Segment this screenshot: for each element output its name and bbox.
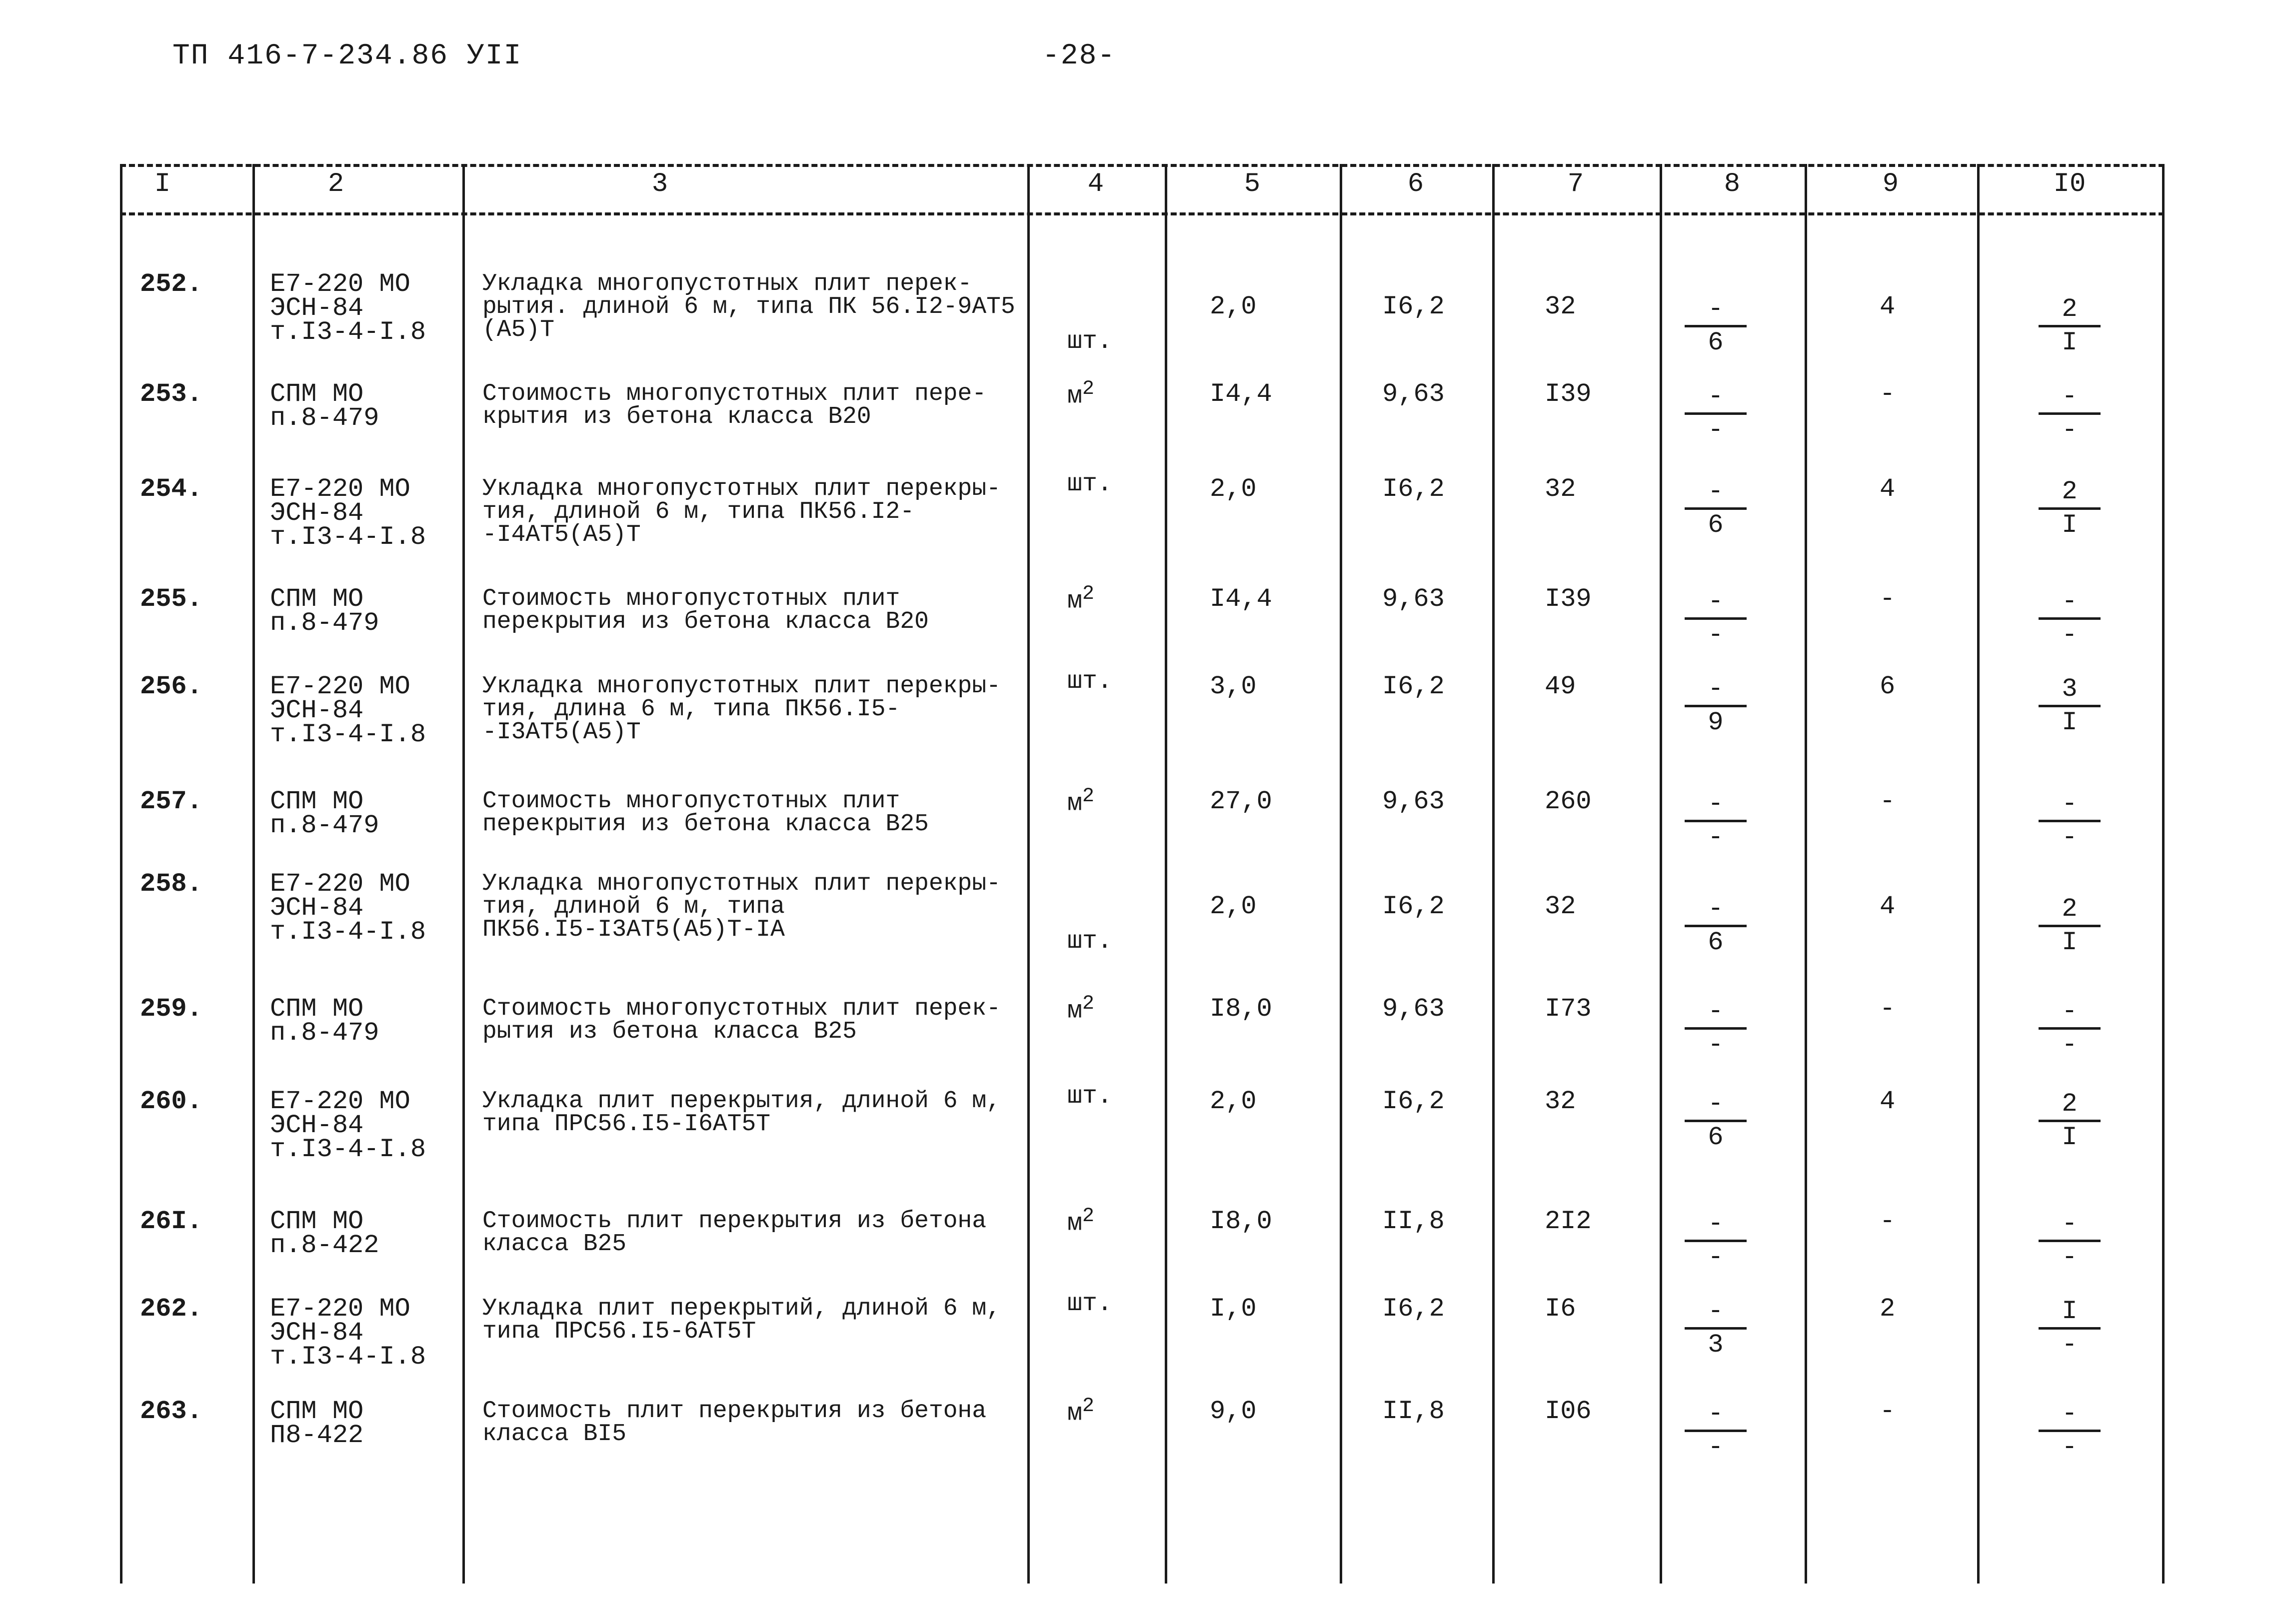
unit-of-measure: шт. xyxy=(1067,1290,1113,1318)
unit-of-measure: шт. xyxy=(1067,667,1113,696)
total-cost: I6 xyxy=(1545,1294,1576,1324)
total-cost: 32 xyxy=(1545,1087,1576,1116)
work-description: Стоимость многопустотных плит перекрытия из бетона класса В25 xyxy=(482,788,929,838)
fraction-col8: - 6 xyxy=(1681,477,1751,540)
quantity: I8,0 xyxy=(1210,994,1272,1024)
fraction-col10: - - xyxy=(2035,1400,2105,1462)
fraction-col8: - 6 xyxy=(1681,895,1751,957)
fraction-col8: - - xyxy=(1681,382,1751,445)
norm-reference: СПМ МО п.8-479 xyxy=(270,787,379,840)
row-number: 260. xyxy=(140,1087,202,1116)
value-col9: 4 xyxy=(1880,1087,1896,1116)
total-cost: I39 xyxy=(1545,584,1592,614)
col-divider xyxy=(252,164,255,1584)
document-code: ТП 416-7-234.86 УII xyxy=(172,40,522,72)
fraction-col8: - - xyxy=(1681,790,1751,852)
fraction-col8: - 6 xyxy=(1681,295,1751,357)
quantity: I4,4 xyxy=(1210,584,1272,614)
quantity: 2,0 xyxy=(1210,1087,1257,1116)
unit-cost: 9,63 xyxy=(1382,584,1445,614)
total-cost: I39 xyxy=(1545,379,1592,409)
row-number: 256. xyxy=(140,672,202,701)
col-divider xyxy=(1977,164,1980,1584)
work-description: Укладка многопустотных плит перекры- тия, длиной 6 м, типа ПК56.I5-I3АТ5(А5)Т-IА xyxy=(482,870,1001,943)
row-number: 26I. xyxy=(140,1207,202,1236)
col-divider xyxy=(1165,164,1167,1584)
total-cost: I73 xyxy=(1545,994,1592,1024)
unit-cost: II,8 xyxy=(1382,1207,1445,1236)
work-description: Стоимость плит перекрытия из бетона класса В25 xyxy=(482,1208,987,1258)
column-header: I0 xyxy=(2053,169,2086,199)
column-header: 8 xyxy=(1724,169,1741,199)
column-header: 3 xyxy=(651,169,668,199)
fraction-col10: 2 I xyxy=(2035,295,2105,357)
column-header: 2 xyxy=(327,169,344,199)
column-header: 7 xyxy=(1567,169,1584,199)
norm-reference: СПМ МО П8-422 xyxy=(270,1397,364,1450)
norm-reference: Е7-220 МО ЭСН-84 т.I3-4-I.8 xyxy=(270,269,426,347)
row-number: 258. xyxy=(140,869,202,899)
fraction-col10: - - xyxy=(2035,382,2105,445)
col-divider xyxy=(462,164,465,1584)
quantity: I8,0 xyxy=(1210,1207,1272,1236)
fraction-col8: - - xyxy=(1681,997,1751,1060)
fraction-col10: 2 I xyxy=(2035,1090,2105,1152)
unit-cost: I6,2 xyxy=(1382,1087,1445,1116)
value-col9: 4 xyxy=(1880,892,1896,921)
work-description: Стоимость многопустотных плит перек- рытия из бетона класса В25 xyxy=(482,995,1001,1045)
value-col9: 6 xyxy=(1880,672,1896,701)
fraction-col8: - - xyxy=(1681,1400,1751,1462)
row-number: 262. xyxy=(140,1294,202,1324)
unit-of-measure: $м^2$ xyxy=(1067,583,1095,616)
quantity: 2,0 xyxy=(1210,292,1257,321)
quantity: 3,0 xyxy=(1210,672,1257,701)
col-divider xyxy=(1492,164,1495,1584)
total-cost: I06 xyxy=(1545,1397,1592,1426)
row-number: 263. xyxy=(140,1397,202,1426)
norm-reference: Е7-220 МО ЭСН-84 т.I3-4-I.8 xyxy=(270,869,426,947)
value-col9: 4 xyxy=(1880,292,1896,321)
column-header: 6 xyxy=(1407,169,1424,199)
unit-of-measure: $м^2$ xyxy=(1067,1205,1095,1238)
unit-of-measure: $м^2$ xyxy=(1067,993,1095,1026)
table-top-rule xyxy=(120,164,2165,167)
unit-cost: I6,2 xyxy=(1382,474,1445,504)
work-description: Укладка многопустотных плит перекры- тия, длиной 6 м, типа ПК56.I2- -I4АТ5(А5)Т xyxy=(482,475,1001,548)
col-divider xyxy=(1027,164,1030,1584)
total-cost: 32 xyxy=(1545,292,1576,321)
fraction-col10: 2 I xyxy=(2035,477,2105,540)
value-col9: - xyxy=(1880,1207,1896,1236)
quantity: 2,0 xyxy=(1210,474,1257,504)
fraction-col10: I - xyxy=(2035,1297,2105,1360)
norm-reference: СПМ МО п.8-479 xyxy=(270,379,379,433)
unit-of-measure: $м^2$ xyxy=(1067,785,1095,818)
total-cost: 260 xyxy=(1545,787,1592,816)
col-divider xyxy=(1340,164,1342,1584)
column-header: 4 xyxy=(1087,169,1104,199)
unit-of-measure: шт. xyxy=(1067,927,1113,956)
quantity: 2,0 xyxy=(1210,892,1257,921)
value-col9: - xyxy=(1880,379,1896,409)
unit-cost: 9,63 xyxy=(1382,994,1445,1024)
total-cost: 32 xyxy=(1545,892,1576,921)
fraction-col8: - 9 xyxy=(1681,675,1751,737)
fraction-col8: - 3 xyxy=(1681,1297,1751,1360)
col-divider xyxy=(2162,164,2165,1584)
value-col9: - xyxy=(1880,994,1896,1024)
column-header: 5 xyxy=(1244,169,1261,199)
norm-reference: Е7-220 МО ЭСН-84 т.I3-4-I.8 xyxy=(270,474,426,552)
unit-cost: II,8 xyxy=(1382,1397,1445,1426)
unit-cost: I6,2 xyxy=(1382,1294,1445,1324)
unit-of-measure: $м^2$ xyxy=(1067,378,1095,411)
work-description: Стоимость многопустотных плит пере- крытия из бетона класса В20 xyxy=(482,380,987,430)
col-divider xyxy=(120,164,122,1584)
norm-reference: Е7-220 МО ЭСН-84 т.I3-4-I.8 xyxy=(270,672,426,749)
column-header: 9 xyxy=(1882,169,1899,199)
work-description: Укладка многопустотных плит перекры- тия, длина 6 м, типа ПК56.I5- -I3АТ5(А5)Т xyxy=(482,673,1001,746)
unit-cost: I6,2 xyxy=(1382,892,1445,921)
work-description: Укладка плит перекрытий, длиной 6 м, типа ПРС56.I5-6АТ5Т xyxy=(482,1295,1001,1345)
quantity: 27,0 xyxy=(1210,787,1272,816)
row-number: 254. xyxy=(140,474,202,504)
value-col9: - xyxy=(1880,1397,1896,1426)
work-description: Укладка многопустотных плит перек- рытия. длиной 6 м, типа ПК 56.I2-9АТ5 (А5)Т xyxy=(482,270,1015,343)
row-number: 255. xyxy=(140,584,202,614)
value-col9: 2 xyxy=(1880,1294,1896,1324)
quantity: I4,4 xyxy=(1210,379,1272,409)
value-col9: - xyxy=(1880,584,1896,614)
value-col9: 4 xyxy=(1880,474,1896,504)
unit-cost: I6,2 xyxy=(1382,292,1445,321)
quantity: I,0 xyxy=(1210,1294,1257,1324)
fraction-col10: - - xyxy=(2035,790,2105,852)
value-col9: - xyxy=(1880,787,1896,816)
norm-reference: Е7-220 МО ЭСН-84 т.I3-4-I.8 xyxy=(270,1087,426,1164)
unit-cost: I6,2 xyxy=(1382,672,1445,701)
unit-cost: 9,63 xyxy=(1382,379,1445,409)
col-divider xyxy=(1805,164,1807,1584)
norm-reference: СПМ МО п.8-479 xyxy=(270,584,379,638)
norm-reference: Е7-220 МО ЭСН-84 т.I3-4-I.8 xyxy=(270,1294,426,1372)
fraction-col10: 2 I xyxy=(2035,895,2105,957)
norm-reference: СПМ МО п.8-479 xyxy=(270,994,379,1048)
work-description: Стоимость многопустотных плит перекрытия из бетона класса В20 xyxy=(482,585,929,635)
unit-of-measure: $м^2$ xyxy=(1067,1395,1095,1428)
work-description: Стоимость плит перекрытия из бетона класса ВI5 xyxy=(482,1398,987,1448)
quantity: 9,0 xyxy=(1210,1397,1257,1426)
fraction-col10: - - xyxy=(2035,587,2105,650)
total-cost: 2I2 xyxy=(1545,1207,1592,1236)
fraction-col10: - - xyxy=(2035,997,2105,1060)
row-number: 253. xyxy=(140,379,202,409)
work-description: Укладка плит перекрытия, длиной 6 м, типа ПРС56.I5-I6АТ5Т xyxy=(482,1088,1001,1138)
total-cost: 32 xyxy=(1545,474,1576,504)
unit-of-measure: шт. xyxy=(1067,327,1113,356)
unit-of-measure: шт. xyxy=(1067,1082,1113,1111)
fraction-col8: - - xyxy=(1681,587,1751,650)
fraction-col10: - - xyxy=(2035,1210,2105,1272)
norm-reference: СПМ МО п.8-422 xyxy=(270,1207,379,1260)
row-number: 252. xyxy=(140,269,202,299)
header-bottom-rule xyxy=(120,212,2165,215)
fraction-col10: 3 I xyxy=(2035,675,2105,737)
total-cost: 49 xyxy=(1545,672,1576,701)
column-header: I xyxy=(154,169,171,199)
page-number: -28- xyxy=(1042,40,1116,72)
fraction-col8: - 6 xyxy=(1681,1090,1751,1152)
fraction-col8: - - xyxy=(1681,1210,1751,1272)
unit-of-measure: шт. xyxy=(1067,470,1113,498)
unit-cost: 9,63 xyxy=(1382,787,1445,816)
row-number: 257. xyxy=(140,787,202,816)
row-number: 259. xyxy=(140,994,202,1024)
col-divider xyxy=(1660,164,1662,1584)
